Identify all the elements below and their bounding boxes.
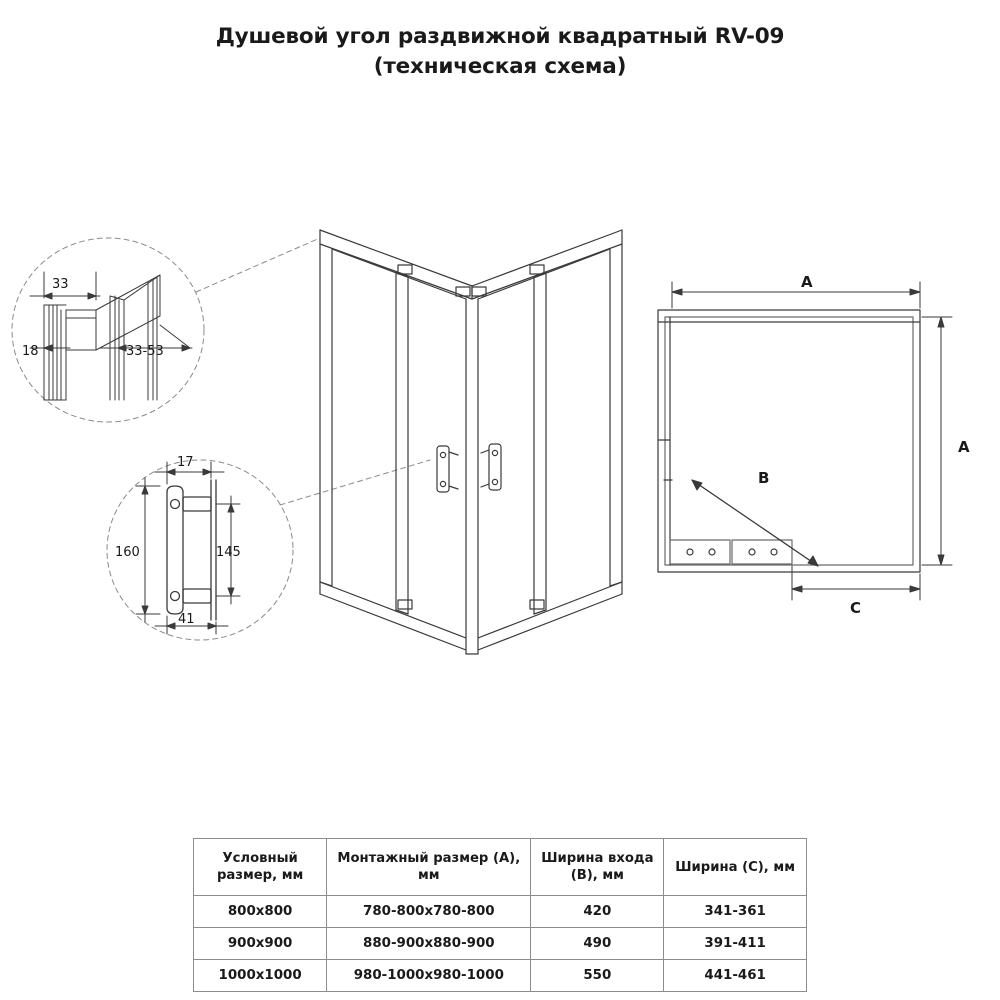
- isometric-enclosure-view: [320, 230, 622, 654]
- table-cell: 420: [531, 896, 664, 928]
- table-cell: 341-361: [664, 896, 807, 928]
- table-cell: 900x900: [194, 928, 327, 960]
- plan-dim-A-right: [922, 317, 952, 565]
- dim-label-18: 18: [22, 344, 39, 359]
- table-cell: 800x800: [194, 896, 327, 928]
- profile-section-geometry: [44, 275, 160, 400]
- plan-dim-A-top: [672, 282, 920, 308]
- table-cell: 780-800x780-800: [327, 896, 531, 928]
- plan-view-geometry: [658, 310, 920, 572]
- door-handle-right: [481, 444, 501, 490]
- dim-label-33: 33: [52, 277, 69, 292]
- plan-dim-C: [792, 566, 920, 600]
- title-line-2: (техническая схема): [373, 54, 627, 79]
- dim-label-17: 17: [177, 455, 194, 470]
- plan-label-B: B: [758, 469, 770, 487]
- handle-geometry: [167, 480, 216, 620]
- plan-label-A-right: A: [958, 438, 970, 456]
- table-cell: 980-1000x980-1000: [327, 960, 531, 992]
- table-header-cell: Ширина (C), мм: [664, 839, 807, 896]
- table-header-cell: Условный размер, мм: [194, 839, 327, 896]
- table-header-row: [194, 839, 807, 896]
- table-cell: 441-461: [664, 960, 807, 992]
- dim-label-160: 160: [115, 545, 140, 560]
- title-line-1: Душевой угол раздвижной квадратный RV-09: [215, 24, 785, 49]
- door-handle-left: [437, 446, 458, 492]
- table-header-cell: Ширина входа (B), мм: [531, 839, 664, 896]
- table-row: [194, 896, 807, 928]
- profile-detail-leader: [196, 238, 320, 292]
- table-row: [194, 960, 807, 992]
- plan-label-C: C: [850, 599, 862, 617]
- table-cell: 490: [531, 928, 664, 960]
- table-header-cell: Монтажный размер (A), мм: [327, 839, 531, 896]
- profile-detail-callout: [12, 238, 204, 422]
- plan-label-A-top: A: [801, 273, 813, 291]
- dim-label-41: 41: [178, 612, 195, 627]
- dim-label-33-53: 33-53: [126, 344, 164, 359]
- specification-table: [193, 838, 807, 992]
- table-cell: 1000x1000: [194, 960, 327, 992]
- table-cell: 391-411: [664, 928, 807, 960]
- table-cell: 550: [531, 960, 664, 992]
- table-cell: 880-900x880-900: [327, 928, 531, 960]
- table-row: [194, 928, 807, 960]
- dim-label-145: 145: [216, 545, 241, 560]
